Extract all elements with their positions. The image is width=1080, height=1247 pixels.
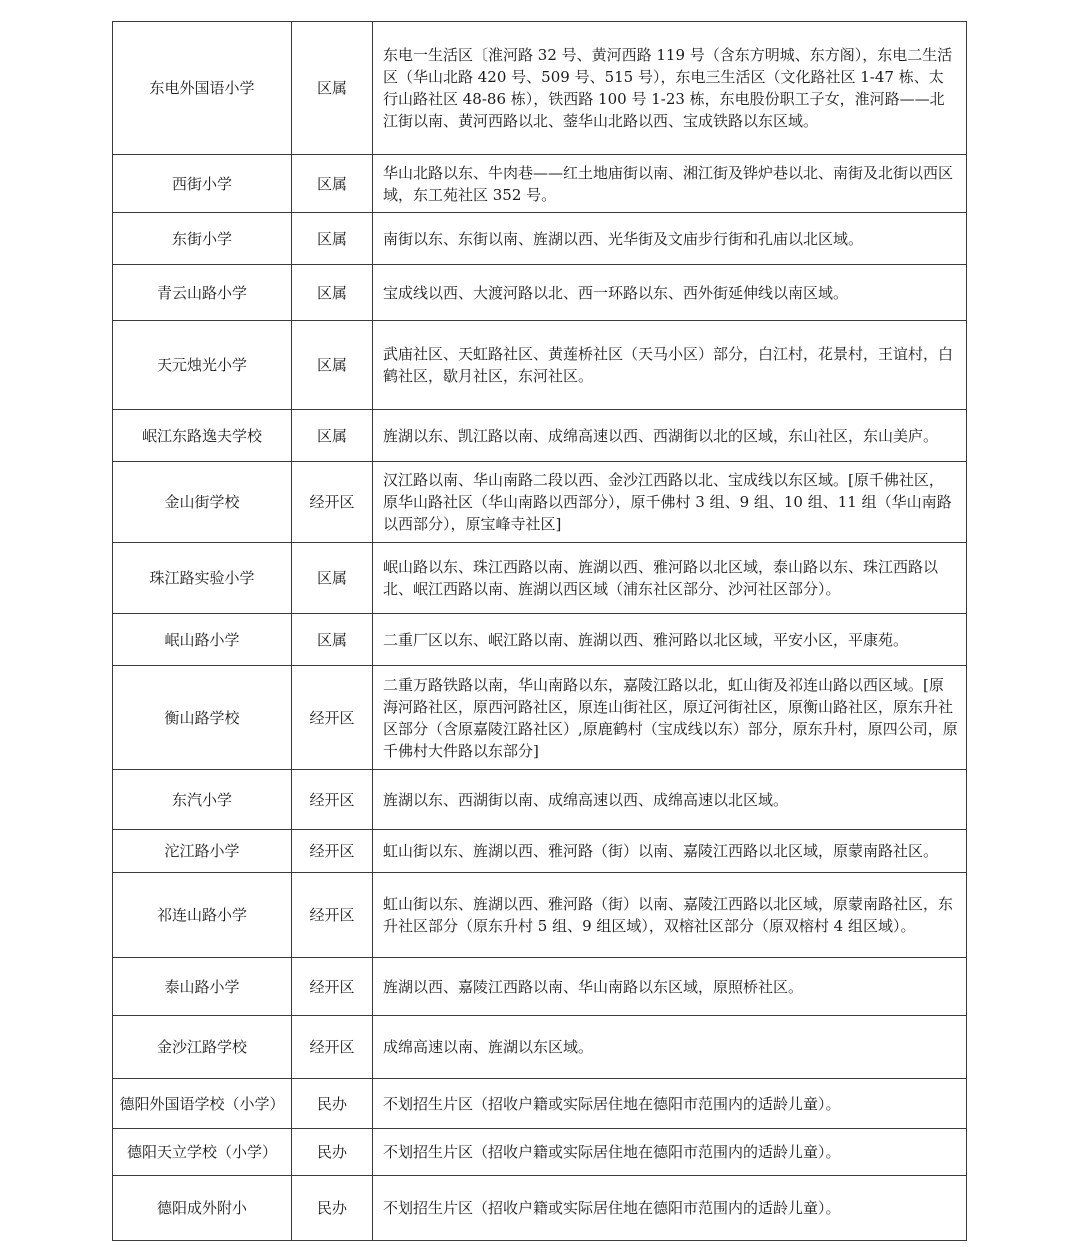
- school-name-cell: 德阳成外附小: [113, 1176, 292, 1241]
- school-name-cell: 青云山路小学: [113, 265, 292, 321]
- enrollment-area-cell: 虹山街以东、旌湖以西、雅河路（街）以南、嘉陵江西路以北区域，原蒙南路社区，东升社区部分（原东升村 5 组、9 组区域），双榕社区部分（原双榕村 4 组区域）。: [373, 873, 967, 958]
- table-row: [113, 321, 967, 410]
- school-type-cell: 民办: [292, 1176, 373, 1241]
- school-type-cell: 经开区: [292, 666, 373, 770]
- school-type-cell: 经开区: [292, 462, 373, 543]
- school-name-cell: 珠江路实验小学: [113, 543, 292, 614]
- enrollment-area-cell: 成绵高速以南、旌湖以东区域。: [373, 1016, 967, 1079]
- table-row: [113, 213, 967, 265]
- enrollment-area-cell: 岷山路以东、珠江西路以南、旌湖以西、雅河路以北区域，泰山路以东、珠江西路以北、岷江西路以南、旌湖以西区域（浦东社区部分、沙河社区部分）。: [373, 543, 967, 614]
- school-name-cell: 祁连山路小学: [113, 873, 292, 958]
- school-name-cell: 金沙江路学校: [113, 1016, 292, 1079]
- school-name-cell: 德阳天立学校（小学）: [113, 1129, 292, 1176]
- enrollment-area-cell: 二重厂区以东、岷江路以南、旌湖以西、雅河路以北区域，平安小区，平康苑。: [373, 614, 967, 666]
- table-row: [113, 873, 967, 958]
- school-type-cell: 经开区: [292, 770, 373, 830]
- enrollment-area-cell: 二重万路铁路以南，华山南路以东，嘉陵江路以北，虹山街及祁连山路以西区域。[原海河路社区，原西河路社区，原连山街社区，原辽河街社区，原衡山路社区，原东升社区部分（含原嘉陵江路社区）,原鹿鹤村（宝成线以东）部分，原东升村，原四公司，原千佛村大件路以东部分]: [373, 666, 967, 770]
- school-type-cell: 区属: [292, 321, 373, 410]
- school-name-cell: 衡山路学校: [113, 666, 292, 770]
- enrollment-area-cell: 汉江路以南、华山南路二段以西、金沙江西路以北、宝成线以东区域。[原千佛社区，原华山路社区（华山南路以西部分），原千佛村 3 组、9 组、10 组、11 组（华山南路以西部分），原宝峰寺社区]: [373, 462, 967, 543]
- enrollment-area-cell: 华山北路以东、牛肉巷——红土地庙街以南、湘江街及铧炉巷以北、南街及北街以西区域，东工苑社区 352 号。: [373, 155, 967, 213]
- enrollment-area-cell: 不划招生片区（招收户籍或实际居住地在德阳市范围内的适龄儿童）。: [373, 1129, 967, 1176]
- enrollment-area-cell: 不划招生片区（招收户籍或实际居住地在德阳市范围内的适龄儿童）。: [373, 1176, 967, 1241]
- school-name-cell: 沱江路小学: [113, 830, 292, 873]
- table-row: [113, 410, 967, 462]
- school-type-cell: 区属: [292, 155, 373, 213]
- school-type-cell: 民办: [292, 1129, 373, 1176]
- school-type-cell: 经开区: [292, 958, 373, 1016]
- school-name-cell: 东汽小学: [113, 770, 292, 830]
- table-body: [113, 22, 967, 1241]
- enrollment-area-cell: 旌湖以西、嘉陵江西路以南、华山南路以东区域，原照桥社区。: [373, 958, 967, 1016]
- school-name-cell: 西街小学: [113, 155, 292, 213]
- table-row: [113, 958, 967, 1016]
- enrollment-zone-table-wrapper: [112, 21, 967, 1241]
- school-name-cell: 天元烛光小学: [113, 321, 292, 410]
- table-row: [113, 770, 967, 830]
- school-type-cell: 区属: [292, 410, 373, 462]
- table-row: [113, 1079, 967, 1129]
- table-row: [113, 265, 967, 321]
- school-name-cell: 东街小学: [113, 213, 292, 265]
- enrollment-area-cell: 宝成线以西、大渡河路以北、西一环路以东、西外街延伸线以南区域。: [373, 265, 967, 321]
- enrollment-area-cell: 旌湖以东、西湖街以南、成绵高速以西、成绵高速以北区域。: [373, 770, 967, 830]
- table-row: [113, 614, 967, 666]
- enrollment-area-cell: 南街以东、东街以南、旌湖以西、光华街及文庙步行街和孔庙以北区域。: [373, 213, 967, 265]
- table-row: [113, 1129, 967, 1176]
- school-name-cell: 岷江东路逸夫学校: [113, 410, 292, 462]
- enrollment-area-cell: 东电一生活区〔淮河路 32 号、黄河西路 119 号（含东方明城、东方阁），东电二生活区（华山北路 420 号、509 号、515 号），东电三生活区（文化路社区 1-47 栋、太行山路社区 48-86 栋），铁西路 100 号 1-23 栋，东电股份职工子女，淮河路——北江街以南、黄河西路以北、蓥华山北路以西、宝成铁路以东区域。: [373, 22, 967, 155]
- school-name-cell: 岷山路小学: [113, 614, 292, 666]
- school-type-cell: 区属: [292, 265, 373, 321]
- school-type-cell: 经开区: [292, 830, 373, 873]
- school-name-cell: 金山街学校: [113, 462, 292, 543]
- table-row: [113, 543, 967, 614]
- school-type-cell: 经开区: [292, 873, 373, 958]
- school-type-cell: 区属: [292, 213, 373, 265]
- school-type-cell: 经开区: [292, 1016, 373, 1079]
- school-type-cell: 区属: [292, 22, 373, 155]
- enrollment-area-cell: 武庙社区、天虹路社区、黄莲桥社区（天马小区）部分，白江村，花景村，王谊村，白鹤社区，歇月社区，东河社区。: [373, 321, 967, 410]
- enrollment-area-cell: 旌湖以东、凯江路以南、成绵高速以西、西湖街以北的区域，东山社区，东山美庐。: [373, 410, 967, 462]
- enrollment-area-cell: 虹山街以东、旌湖以西、雅河路（街）以南、嘉陵江西路以北区域，原蒙南路社区。: [373, 830, 967, 873]
- table-row: [113, 22, 967, 155]
- table-row: [113, 830, 967, 873]
- school-type-cell: 民办: [292, 1079, 373, 1129]
- school-type-cell: 区属: [292, 614, 373, 666]
- table-row: [113, 1016, 967, 1079]
- school-name-cell: 东电外国语小学: [113, 22, 292, 155]
- school-type-cell: 区属: [292, 543, 373, 614]
- school-name-cell: 泰山路小学: [113, 958, 292, 1016]
- table-row: [113, 1176, 967, 1241]
- table-row: [113, 155, 967, 213]
- school-name-cell: 德阳外国语学校（小学）: [113, 1079, 292, 1129]
- table-row: [113, 462, 967, 543]
- enrollment-area-cell: 不划招生片区（招收户籍或实际居住地在德阳市范围内的适龄儿童）。: [373, 1079, 967, 1129]
- enrollment-zone-table: [112, 21, 967, 1241]
- table-row: [113, 666, 967, 770]
